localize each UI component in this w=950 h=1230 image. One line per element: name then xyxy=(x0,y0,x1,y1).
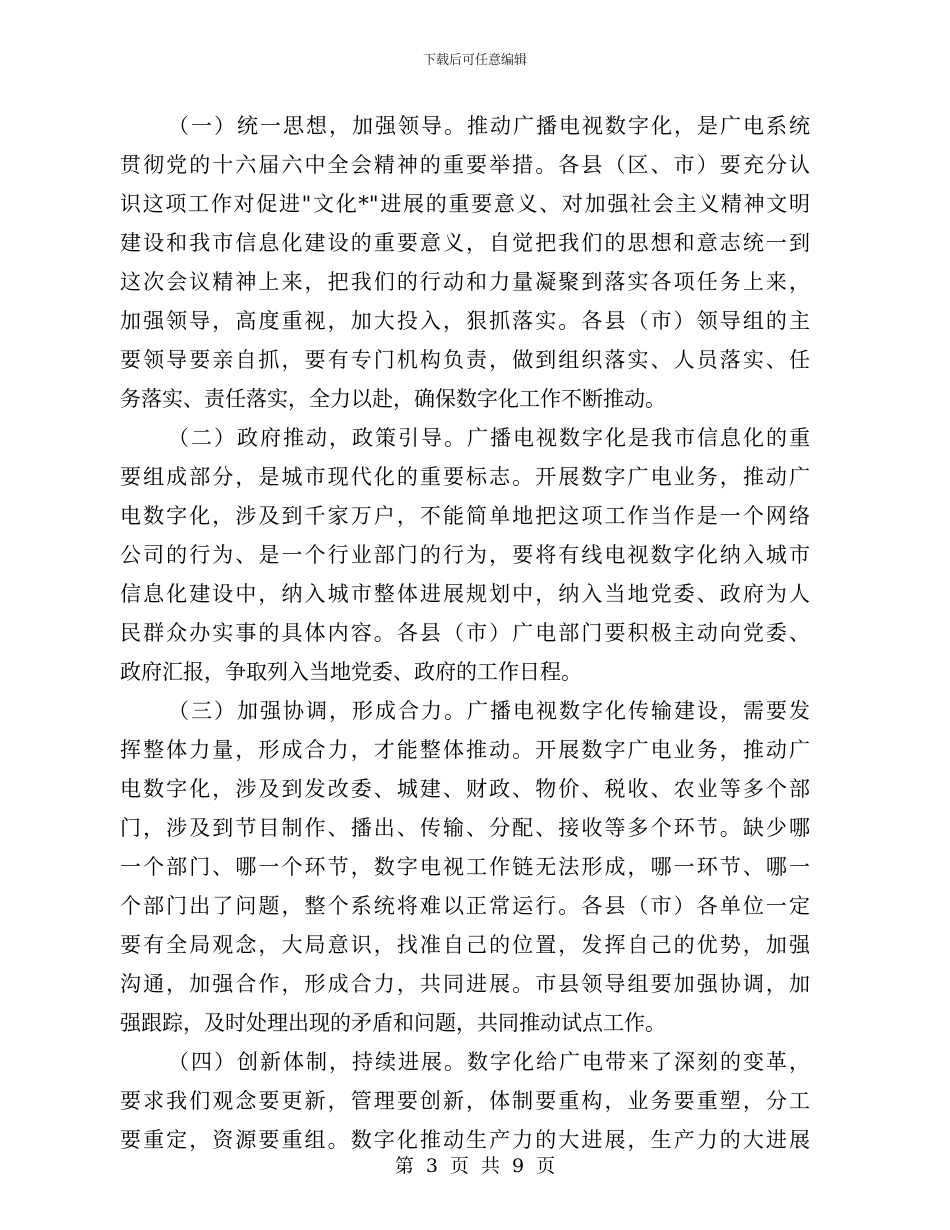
text-line: 加强领导，高度重视，加大投入，狠抓落实。各县（市）领导组的主 xyxy=(120,309,810,333)
text-line: 这次会议精神上来，把我们的行动和力量凝聚到落实各项任务上来， xyxy=(120,270,810,294)
paragraph-2 xyxy=(120,419,810,692)
page-number-footer: 第 3 页 共 9 页 xyxy=(394,1155,556,1177)
text-line: 电数字化，涉及到千家万户，不能简单地把这项工作当作是一个网络 xyxy=(120,504,810,528)
text-line: 要组成部分，是城市现代化的重要标志。开展数字广电业务，推动广 xyxy=(120,465,810,489)
text-line: 建设和我市信息化建设的重要意义，自觉把我们的思想和意志统一到 xyxy=(120,231,810,255)
paragraph-1 xyxy=(120,107,810,419)
text-line: 识这项工作对促进"文化*"进展的重要意义、对加强社会主义精神文明 xyxy=(120,192,810,216)
text-line: （三）加强协调，形成合力。广播电视数字化传输建设，需要发 xyxy=(168,699,810,723)
text-line: （一）统一思想，加强领导。推动广播电视数字化，是广电系统 xyxy=(168,114,810,138)
text-line: 强跟踪，及时处理出现的矛盾和问题，共同推动试点工作。 xyxy=(120,1011,666,1035)
text-line: 要有全局观念，大局意识，找准自己的位置，发挥自己的优势，加强 xyxy=(120,933,810,957)
paragraph-4 xyxy=(120,1043,810,1160)
document-body xyxy=(120,107,810,1160)
text-line: 个部门出了问题，整个系统将难以正常运行。各县（市）各单位一定 xyxy=(120,894,810,918)
text-line: 要重定，资源要重组。数字化推动生产力的大进展，生产力的大进展 xyxy=(120,1128,810,1152)
text-line: 信息化建设中，纳入城市整体进展规划中，纳入当地党委、政府为人 xyxy=(120,582,810,606)
text-line: 门，涉及到节目制作、播出、传输、分配、接收等多个环节。缺少哪 xyxy=(120,816,810,840)
text-line: 民群众办实事的具体内容。各县（市）广电部门要积极主动向党委、 xyxy=(120,621,810,645)
text-line: 一个部门、哪一个环节，数字电视工作链无法形成，哪一环节、哪一 xyxy=(120,855,810,879)
text-line: 贯彻党的十六届六中全会精神的重要举措。各县（区、市）要充分认 xyxy=(120,153,810,177)
text-line: （四）创新体制，持续进展。数字化给广电带来了深刻的变革， xyxy=(168,1050,810,1074)
text-line: 务落实、责任落实，全力以赴，确保数字化工作不断推动。 xyxy=(120,387,666,411)
page-header: 下载后可任意编辑 xyxy=(422,53,527,68)
text-line: 电数字化，涉及到发改委、城建、财政、物价、税收、农业等多个部 xyxy=(120,777,810,801)
text-line: 挥整体力量，形成合力，才能整体推动。开展数字广电业务，推动广 xyxy=(120,738,810,762)
text-line: （二）政府推动，政策引导。广播电视数字化是我市信息化的重 xyxy=(168,426,810,450)
text-line: 公司的行为、是一个行业部门的行为，要将有线电视数字化纳入城市 xyxy=(120,543,810,567)
paragraph-3 xyxy=(120,692,810,1043)
text-line: 政府汇报，争取列入当地党委、政府的工作日程。 xyxy=(120,660,582,684)
text-line: 要领导要亲自抓，要有专门机构负责，做到组织落实、人员落实、任 xyxy=(120,348,810,372)
text-line: 沟通，加强合作，形成合力，共同进展。市县领导组要加强协调，加 xyxy=(120,972,810,996)
text-line: 要求我们观念要更新，管理要创新，体制要重构，业务要重塑，分工 xyxy=(120,1089,810,1113)
